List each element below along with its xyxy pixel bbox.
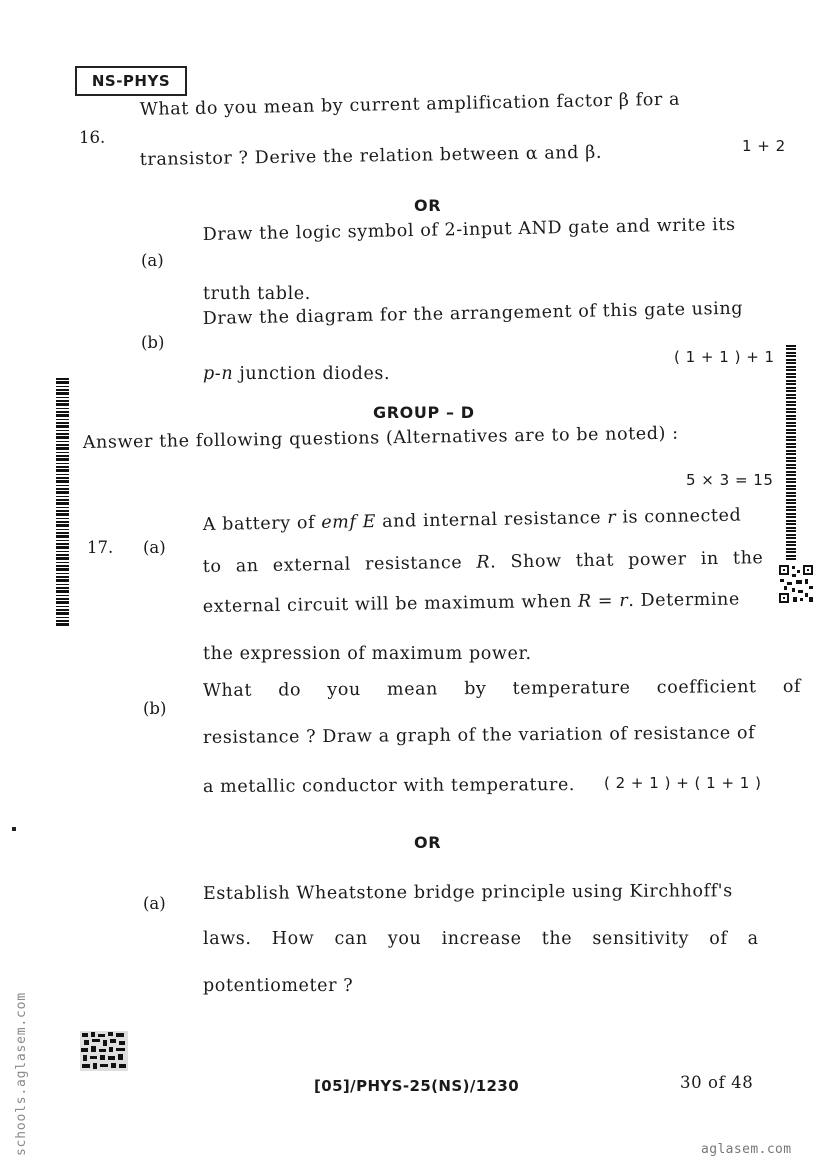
question-17-b-marks: ( 2 + 1 ) + ( 1 + 1 )	[604, 774, 762, 792]
question-17-b-line-1: What do you mean by temperature coefficient of	[202, 676, 802, 701]
question-17-a-line-1: A battery of emf E and internal resistance r is connected	[202, 505, 742, 535]
question-17-b-line-2: resistance ? Draw a graph of the variation of resistance of	[202, 723, 756, 748]
qr-code-bottom-icon	[80, 1031, 128, 1071]
question-16-marks: 1 + 2	[742, 137, 786, 155]
barcode-right	[786, 345, 796, 560]
question-16-a-line-1: Draw the logic symbol of 2-input AND gate and write its	[202, 214, 736, 245]
or-separator-17: OR	[414, 833, 442, 852]
question-17-b-label: (b)	[143, 699, 167, 718]
question-17-number: 17.	[87, 538, 114, 557]
question-16-number: 16.	[79, 128, 106, 147]
watermark-bottom-right: aglasem.com	[701, 1142, 792, 1157]
question-17-alt-a-line-2: laws. How can you increase the sensitivity of a	[203, 929, 759, 949]
group-d-instruction: Answer the following questions (Alternatives are to be noted) :	[82, 423, 679, 453]
scan-speck	[12, 827, 16, 831]
question-17-a-line-2: to an external resistance R. Show that power in the	[202, 548, 764, 577]
footer-paper-code: [05]/PHYS-25(NS)/1230	[314, 1077, 520, 1095]
question-17-a-label: (a)	[143, 538, 166, 557]
group-d-title: GROUP – D	[373, 403, 475, 422]
question-17-alt-a-line-1: Establish Wheatstone bridge principle using Kirchhoff's	[202, 881, 733, 904]
question-16-b-line-2: p-n junction diodes.	[203, 364, 391, 384]
paper-code-box: NS-PHYS	[75, 66, 187, 96]
question-17-b-line-3: a metallic conductor with temperature.	[202, 775, 576, 797]
question-17-a-line-3: external circuit will be maximum when R = r. Determine	[202, 589, 741, 617]
question-16-b-marks: ( 1 + 1 ) + 1	[674, 348, 775, 366]
qr-code-icon	[778, 564, 814, 604]
question-16-line-1: What do you mean by current amplification factor β for a	[139, 89, 681, 120]
question-16-a-label: (a)	[141, 251, 164, 270]
question-16-a-line-2: truth table.	[203, 284, 311, 304]
or-separator-16: OR	[414, 196, 442, 215]
question-17-a-line-4: the expression of maximum power.	[203, 644, 532, 664]
question-17-alt-a-line-3: potentiometer ?	[203, 976, 354, 996]
footer-page-number: 30 of 48	[680, 1073, 754, 1092]
group-d-marks: 5 × 3 = 15	[686, 471, 774, 489]
watermark-left: schools.aglasem.com	[14, 992, 29, 1156]
barcode-left	[56, 378, 69, 628]
question-16-b-label: (b)	[141, 333, 165, 352]
question-16-b-line-1: Draw the diagram for the arrangement of this gate using	[202, 298, 744, 329]
question-16-line-2: transistor ? Derive the relation between α and β.	[139, 142, 603, 170]
question-17-alt-a-label: (a)	[143, 894, 166, 913]
